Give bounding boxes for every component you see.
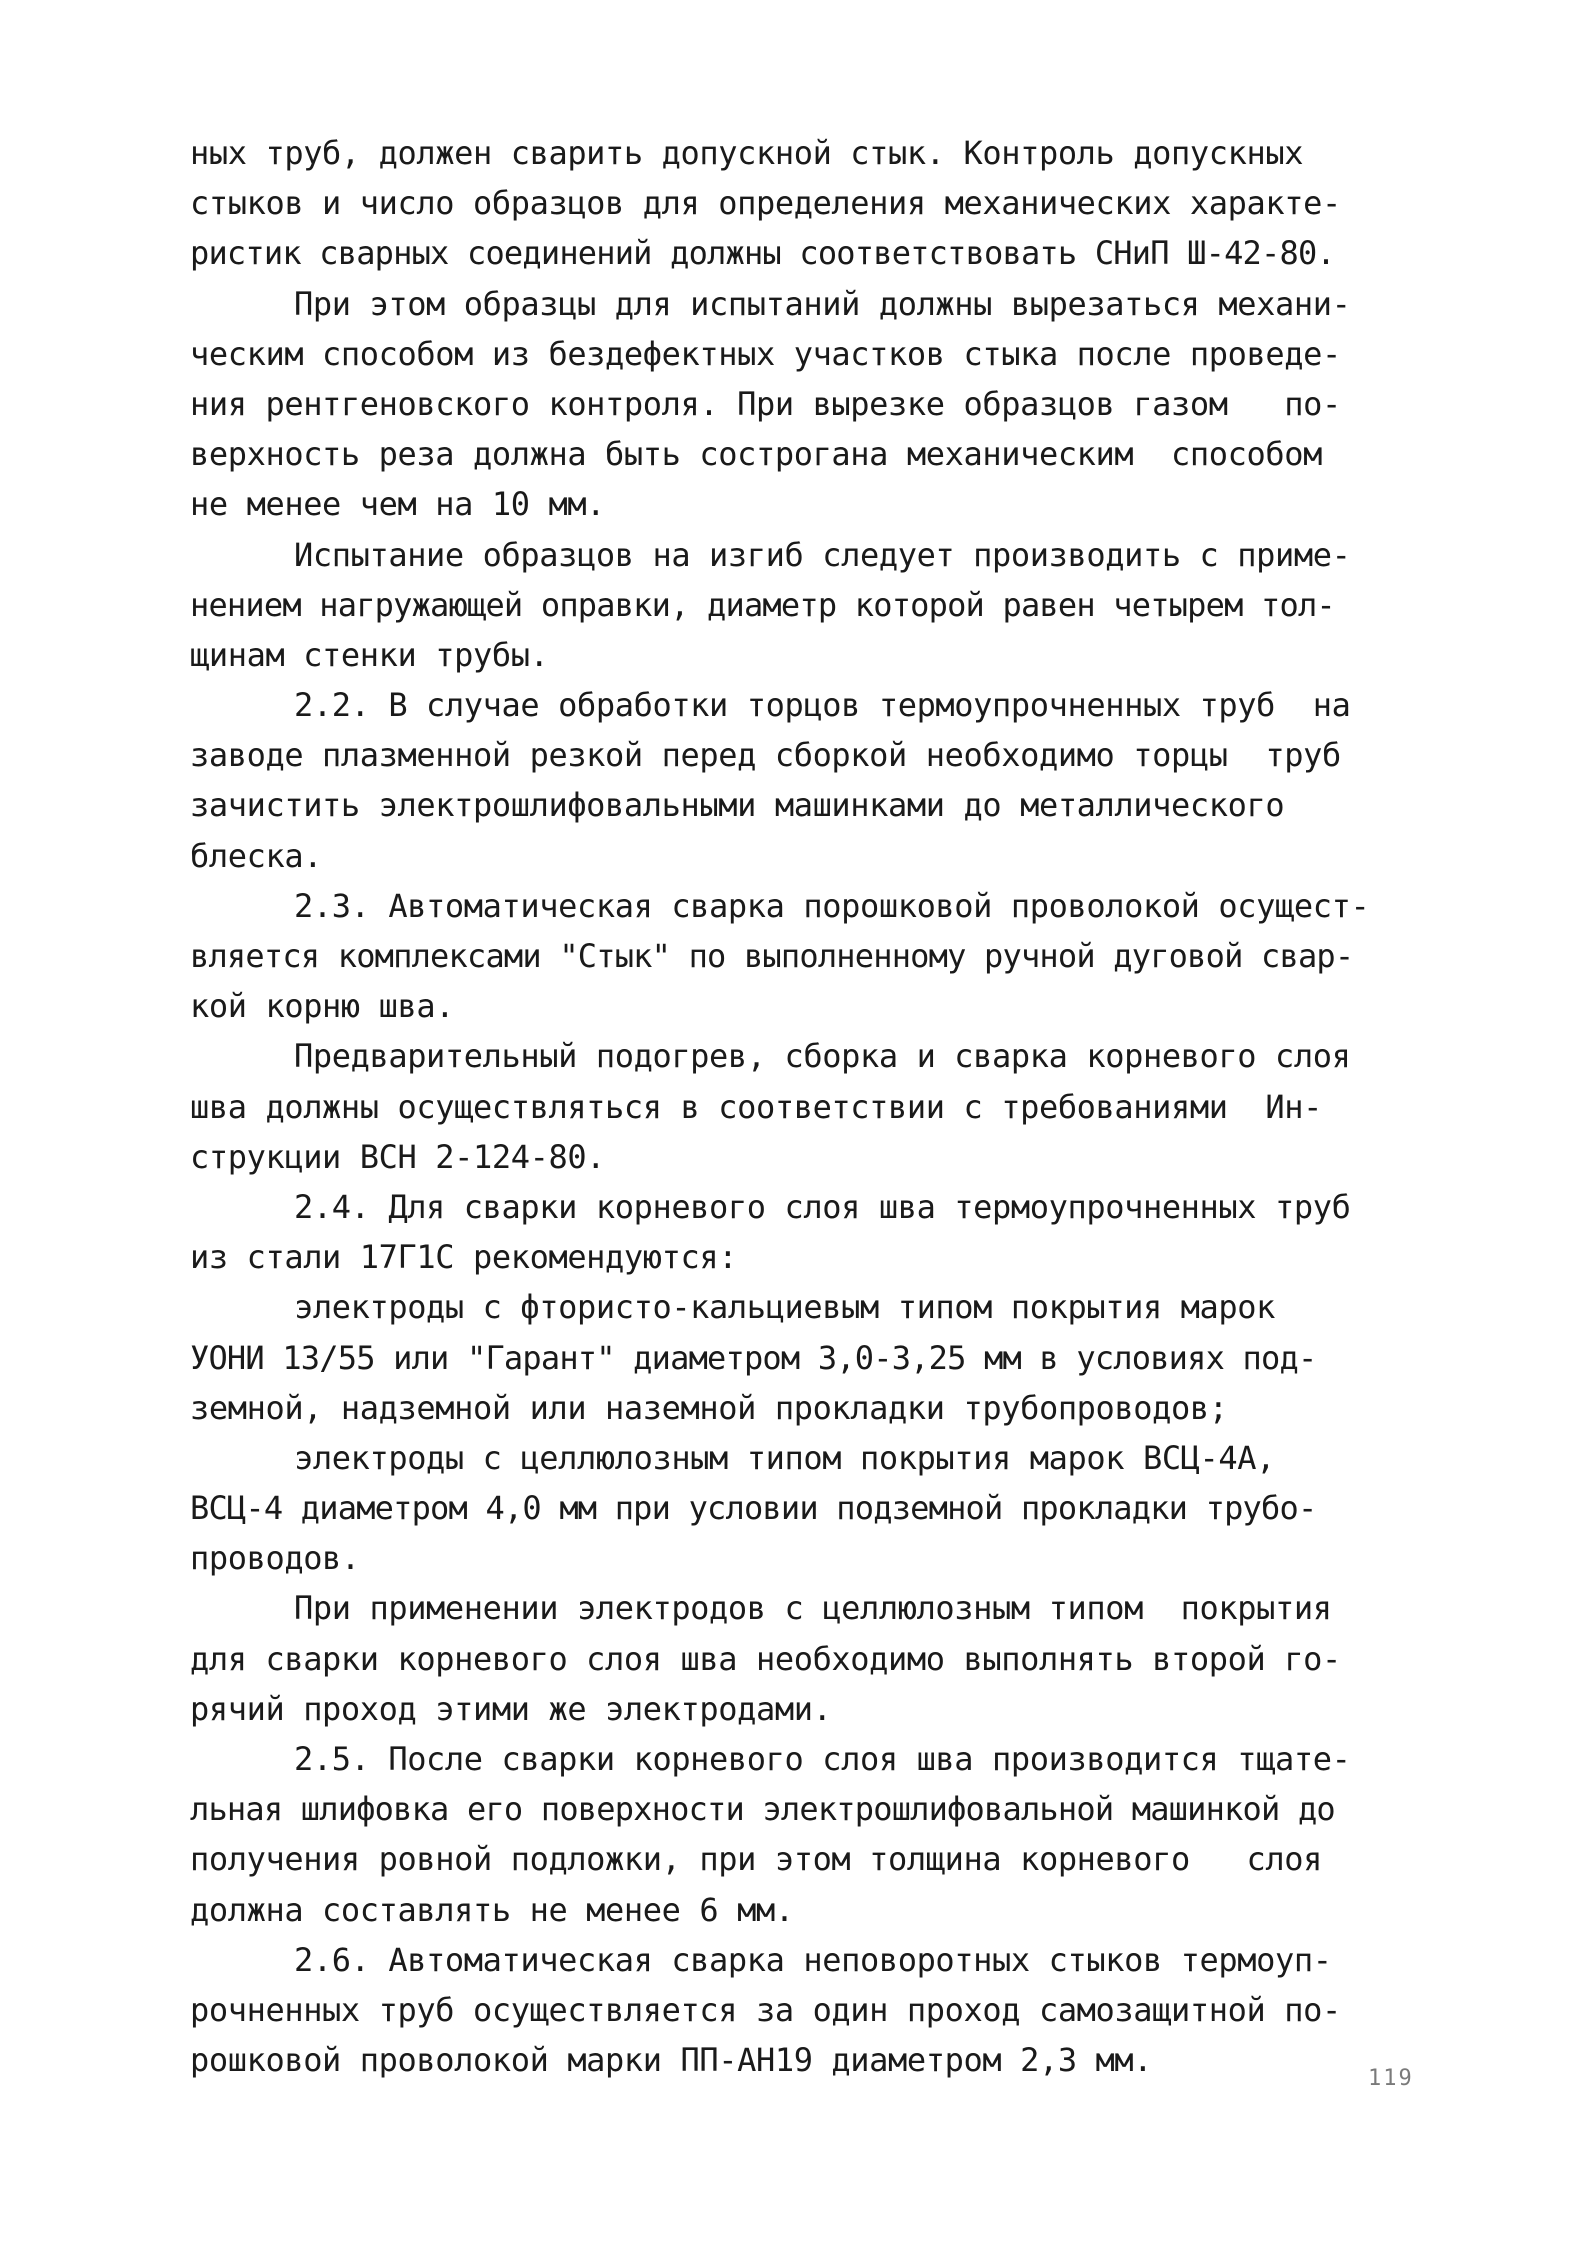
text-line: Предварительный подогрев, сборка и сварка корневого слоя (294, 1037, 1351, 1076)
text-line: кой корню шва. (190, 987, 455, 1026)
text-line: верхность реза должна быть сострогана механическим способом (190, 435, 1322, 474)
text-line: стыков и число образцов для определения механических характе- (190, 184, 1341, 223)
text-line: При этом образцы для испытаний должны вырезаться механи- (294, 284, 1351, 323)
text-line: земной, надземной или наземной прокладки трубопроводов; (190, 1388, 1228, 1427)
text-line: Испытание образцов на изгиб следует производить с приме- (294, 535, 1351, 574)
text-line: рошковой проволокой марки ПП-АН19 диаметром 2,3 мм. (190, 2041, 1153, 2080)
text-line: заводе плазменной резкой перед сборкой необходимо торцы труб (190, 736, 1341, 775)
text-line: 2.2. В случае обработки торцов термоупрочненных труб на (294, 686, 1351, 725)
text-line: При применении электродов с целлюлозным типом покрытия (294, 1589, 1332, 1628)
text-line: вляется комплексами "Стык" по выполненному ручной дуговой свар- (190, 937, 1354, 975)
text-line: получения ровной подложки, при этом толщина корневого слоя (190, 1840, 1322, 1879)
text-line: УОНИ 13/55 или "Гарант" диаметром 3,0-3,25 мм в условиях под- (190, 1338, 1317, 1377)
text-line: должна составлять не менее 6 мм. (190, 1890, 794, 1929)
text-line: блеска. (190, 836, 323, 875)
text-line: 2.6. Автоматическая сварка неповоротных стыков термоуп- (294, 1940, 1332, 1979)
text-line: рочненных труб осуществляется за один проход самозащитной по- (190, 1990, 1341, 2029)
page-number: 119 (1368, 2066, 1414, 2091)
text-line: нением нагружающей оправки, диаметр которой равен четырем тол- (190, 585, 1335, 624)
text-line: льная шлифовка его поверхности электрошлифовальной машинкой до (190, 1790, 1335, 1829)
text-line: электроды с фтористо-кальциевым типом покрытия марок (294, 1288, 1276, 1327)
text-line: 2.4. Для сварки корневого слоя шва термоупрочненных труб (294, 1187, 1351, 1226)
text-line: ния рентгеновского контроля. При вырезке образцов газом по- (190, 384, 1341, 423)
text-line: 2.3. Автоматическая сварка порошковой проволокой осущест- (294, 886, 1370, 925)
text-line: 2.5. После сварки корневого слоя шва производится тщате- (294, 1740, 1351, 1778)
text-line: зачистить электрошлифовальными машинками до металлического (190, 786, 1285, 825)
body-text (190, 128, 1450, 2085)
text-line: шва должны осуществляться в соответствии с требованиями Ин- (190, 1087, 1322, 1126)
text-line: электроды с целлюлозным типом покрытия марок ВСЦ-4А, (294, 1438, 1276, 1477)
text-line: ристик сварных соединений должны соответствовать СНиП Ш-42-80. (190, 234, 1335, 273)
text-line: для сварки корневого слоя шва необходимо выполнять второй го- (190, 1639, 1341, 1678)
text-line: струкции ВСН 2-124-80. (190, 1137, 606, 1176)
text-line: не менее чем на 10 мм. (190, 485, 606, 524)
text-line: ных труб, должен сварить допускной стык. Контроль допускных (190, 134, 1304, 172)
text-line: проводов. (190, 1539, 360, 1578)
text-line: ВСЦ-4 диаметром 4,0 мм при условии подземной прокладки трубо- (190, 1489, 1317, 1528)
text-line: щинам стенки трубы. (190, 635, 549, 674)
text-line: ческим способом из бездефектных участков стыка после проведе- (190, 334, 1341, 373)
text-line: из стали 17Г1С рекомендуются: (190, 1238, 738, 1277)
text-line: рячий проход этими же электродами. (190, 1689, 832, 1728)
